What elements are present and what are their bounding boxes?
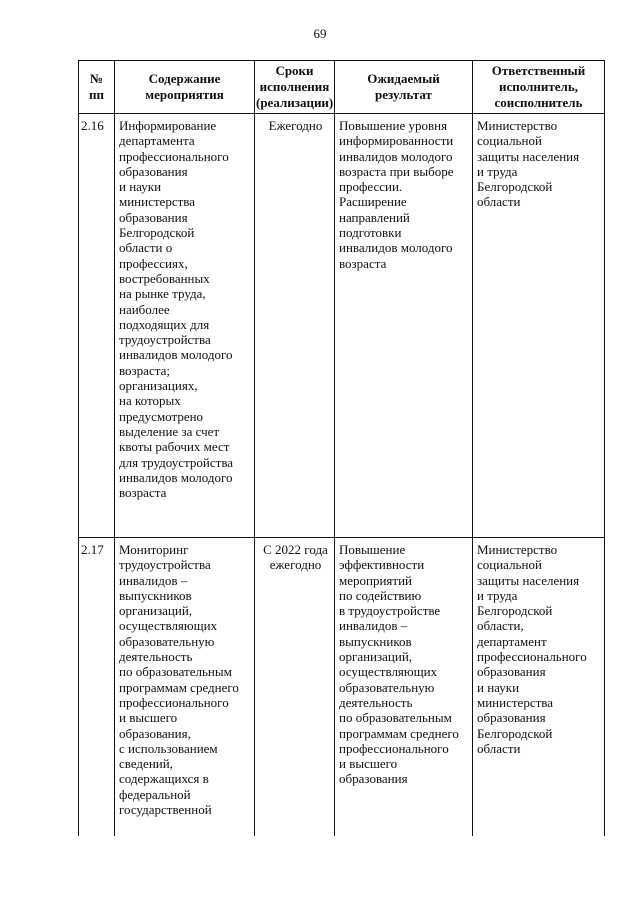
header-number: № пп <box>79 61 115 114</box>
row-term: Ежегодно <box>255 114 335 538</box>
row-content: Мониторинг трудоустройства инвалидов – выпускников организаций, осуществляющих образовательную деятельность по образовательным программам среднего профессионального и высшего образования, с использованием сведений, содержащихся в федеральной государственной <box>115 538 255 837</box>
header-content: Содержание мероприятия <box>115 61 255 114</box>
table-row <box>79 114 605 538</box>
measures-table <box>78 60 605 836</box>
header-result: Ожидаемый результат <box>335 61 473 114</box>
header-responsible: Ответственный исполнитель, соисполнитель <box>473 61 605 114</box>
row-result: Повышение эффективности мероприятий по содействию в трудоустройстве инвалидов – выпускников организаций, осуществляющих образовательную деятельность по образовательным программам среднего профессионального и высшего образования <box>335 538 473 837</box>
table-row <box>79 538 605 837</box>
row-responsible: Министерство социальной защиты населения и труда Белгородской области <box>473 114 605 538</box>
row-content: Информирование департамента профессионального образования и науки министерства образования Белгородской области о профессиях, востребованных на рынке труда, наиболее подходящих для трудоустройства инвалидов молодого возраста; организациях, на которых предусмотрено выделение за счет квоты рабочих мест для трудоустройства инвалидов молодого возраста <box>115 114 255 538</box>
table-header-row <box>79 61 605 114</box>
header-term: Сроки исполнения (реализации) <box>255 61 335 114</box>
row-result: Повышение уровня информированности инвалидов молодого возраста при выборе профессии. Расширение направлений подготовки инвалидов молодого возраста <box>335 114 473 538</box>
row-responsible: Министерство социальной защиты населения и труда Белгородской области, департамент профессионального образования и науки министерства образования Белгородской области <box>473 538 605 837</box>
row-number: 2.17 <box>79 538 115 837</box>
page-number: 69 <box>313 26 327 41</box>
row-number: 2.16 <box>79 114 115 538</box>
row-term: С 2022 года ежегодно <box>255 538 335 837</box>
